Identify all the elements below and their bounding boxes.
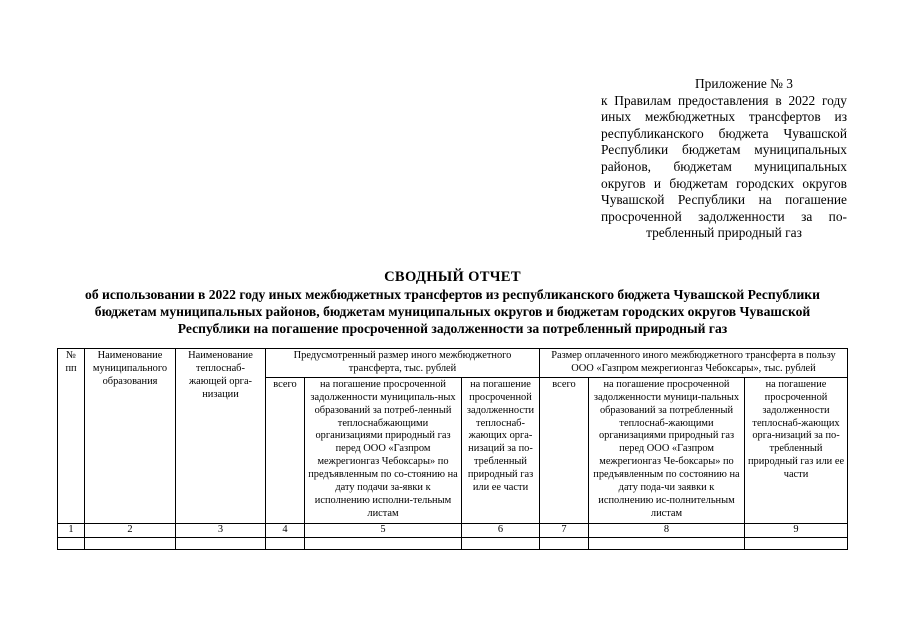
- column-number: 1: [58, 523, 85, 537]
- header-cell-no: № пп: [58, 349, 85, 524]
- table-cell-empty: [176, 537, 266, 549]
- column-number: 3: [176, 523, 266, 537]
- column-number: 6: [462, 523, 540, 537]
- header-cell-paid-heat-supply: на погашение просроченной задолженности теплоснаб-жающих орга-низаций за по-требленный природный газ или ее части: [745, 377, 848, 523]
- column-number: 8: [589, 523, 745, 537]
- table-cell-empty: [266, 537, 305, 549]
- column-number: 5: [305, 523, 462, 537]
- header-cell-organization: Наименование теплоснаб-жающей орга-низации: [176, 349, 266, 524]
- appendix-body: к Правилам предоставления в 2022 году иных межбюджетных трансфертов из республиканского бюджета Чувашской Республики бюджетам муниципальных районов, бюджетам муниципальных округов и бюджетам городских округов Чувашской Республики на погашение просроченной задолженности за по-: [601, 92, 847, 224]
- appendix-body-end: требленный природный газ: [646, 225, 802, 241]
- header-cell-planned-total: всего: [266, 377, 305, 523]
- table-cell-empty: [589, 537, 745, 549]
- report-title: СВОДНЫЙ ОТЧЕТ: [384, 269, 521, 285]
- table-header-row-1: [58, 349, 848, 378]
- column-number: 9: [745, 523, 848, 537]
- header-cell-planned-transfer: Предусмотренный размер иного межбюджетного трансферта, тыс. рублей: [266, 349, 540, 378]
- header-cell-paid-municipal: на погашение просроченной задолженности муници-пальных образований за потребленный теплоснаб-жающими организациями природный газ перед ООО «Газпром межрегионгаз Че-боксары» по предъявленным по состоянию на дату пода-чи заявки к исполнению ис-полнительным листам: [589, 377, 745, 523]
- table-cell-empty: [462, 537, 540, 549]
- table-cell-empty: [85, 537, 176, 549]
- column-number-row: [58, 523, 848, 537]
- table-cell-empty: [305, 537, 462, 549]
- table-row-empty: [58, 537, 848, 549]
- column-number: 7: [540, 523, 589, 537]
- header-cell-planned-municipal: на погашение просроченной задолженности муниципаль-ных образований за потреб-ленный теплоснабжающими организациями природный газ перед ООО «Газпром межрегионгаз Чебоксары» по предъявленным по со-стоянию на дату подачи за-явки к исполнению исполни-тельным листам: [305, 377, 462, 523]
- report-subtitle: об использовании в 2022 году иных межбюджетных трансфертов из республиканского бюджета Чувашской Республики бюджетам муниципальных районов, бюджетам муниципальных округов и бюджетам городских округов Чувашской Республики на погашение просроченной задолженности за потребленный природный газ: [85, 287, 820, 336]
- appendix-number: Приложение № 3: [694, 76, 794, 91]
- header-cell-paid-transfer: Размер оплаченного иного межбюджетного трансферта в пользу ООО «Газпром межрегионгаз Чебоксары», тыс. рублей: [540, 349, 848, 378]
- appendix-note: [601, 76, 847, 242]
- table-cell-empty: [58, 537, 85, 549]
- report-heading: [60, 268, 845, 337]
- table-cell-empty: [540, 537, 589, 549]
- column-number: 2: [85, 523, 176, 537]
- column-number: 4: [266, 523, 305, 537]
- header-cell-municipality: Наименование муниципального образования: [85, 349, 176, 524]
- header-cell-planned-heat-supply: на погашение просроченной задолженности теплоснаб-жающих орга-низаций за по-требленный природный газ или ее части: [462, 377, 540, 523]
- table-cell-empty: [745, 537, 848, 549]
- header-cell-paid-total: всего: [540, 377, 589, 523]
- report-table: [57, 348, 848, 550]
